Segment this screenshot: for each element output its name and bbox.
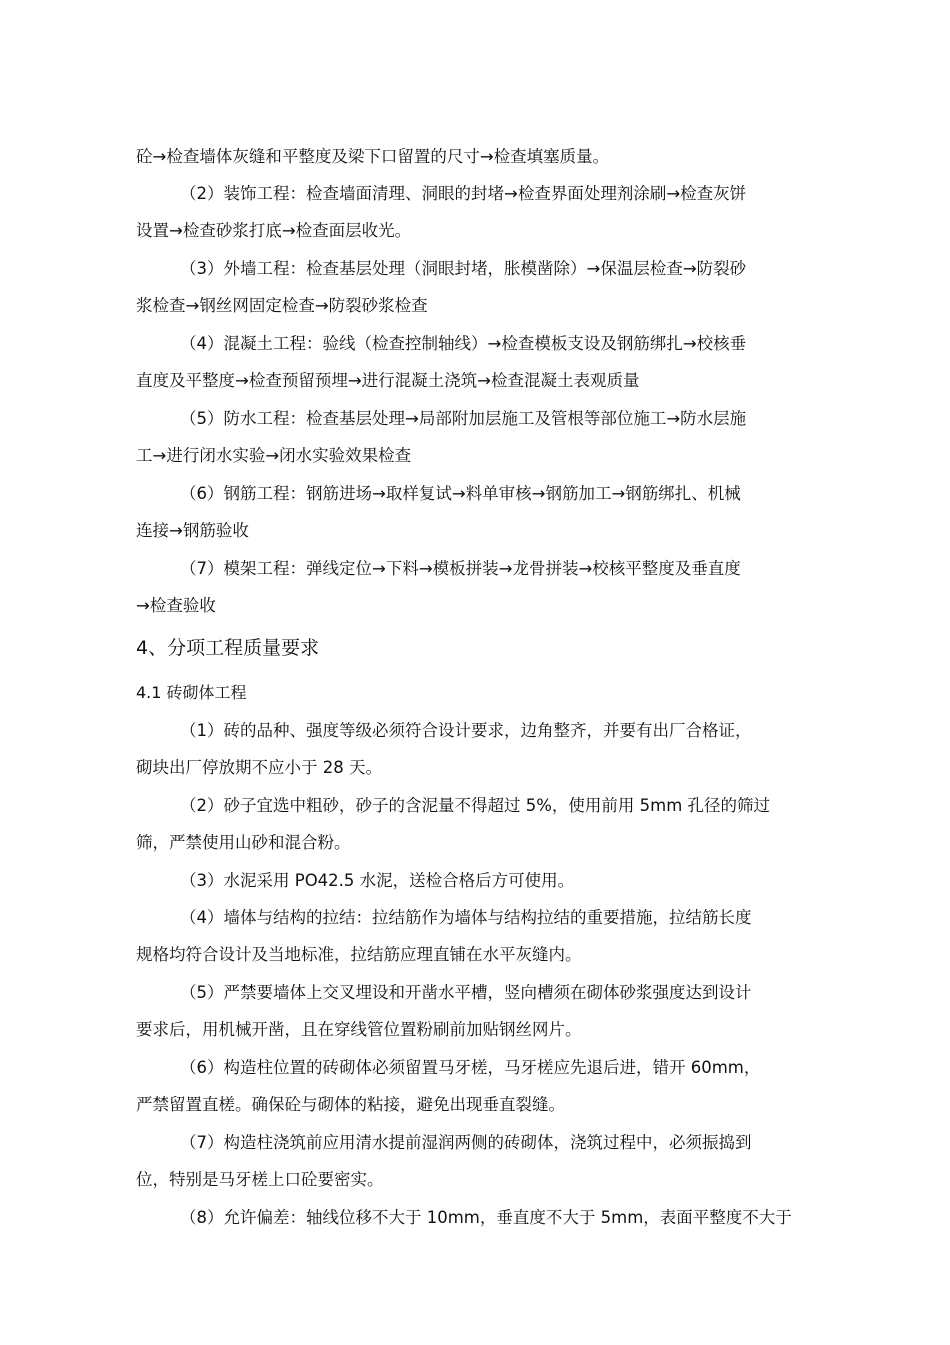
text-line: （6）构造柱位置的砖砌体必须留置马牙槎，马牙槎应先退后进，错开 60mm，: [180, 1058, 761, 1077]
text-line: （3）外墙工程：检查基层处理（洞眼封堵，胀模凿除）→保温层检查→防裂砂: [180, 259, 747, 278]
text-line: 规格均符合设计及当地标准，拉结筋应理直铺在水平灰缝内。: [136, 945, 582, 964]
text-line: （3）水泥采用 PO42.5 水泥，送检合格后方可使用。: [180, 871, 575, 890]
text-line: 要求后，用机械开凿，且在穿线管位置粉刷前加贴钢丝网片。: [136, 1020, 582, 1039]
text-line: （4）混凝土工程：验线（检查控制轴线）→检查模板支设及钢筋绑扎→校核垂: [180, 334, 747, 353]
text-line: （5）防水工程：检查基层处理→局部附加层施工及管根等部位施工→防水层施: [180, 409, 747, 428]
text-line: 浆检查→钢丝网固定检查→防裂砂浆检查: [136, 296, 428, 315]
text-line: 筛，严禁使用山砂和混合粉。: [136, 833, 351, 852]
text-line: （6）钢筋工程：钢筋进场→取样复试→料单审核→钢筋加工→钢筋绑扎、机械: [180, 484, 741, 503]
text-line: （5）严禁要墙体上交叉埋设和开凿水平槽，竖向槽须在砌体砂浆强度达到设计: [180, 983, 752, 1002]
text-line: 直度及平整度→检查预留预埋→进行混凝土浇筑→检查混凝土表观质量: [136, 371, 640, 390]
text-line: 严禁留置直槎。确保砼与砌体的粘接，避免出现垂直裂缝。: [136, 1095, 565, 1114]
text-line: （7）构造柱浇筑前应用清水提前湿润两侧的砖砌体，浇筑过程中，必须振捣到: [180, 1133, 752, 1152]
text-line: 设置→检查砂浆打底→检查面层收光。: [136, 221, 412, 240]
text-line: （4）墙体与结构的拉结：拉结筋作为墙体与结构拉结的重要措施，拉结筋长度: [180, 908, 752, 927]
text-line: 工→进行闭水实验→闭水实验效果检查: [136, 446, 412, 465]
text-line: （2）装饰工程：检查墙面清理、洞眼的封堵→检查界面处理剂涂刷→检查灰饼: [180, 184, 747, 203]
text-line: 砌块出厂停放期不应小于 28 天。: [136, 758, 382, 777]
section-heading: 4、分项工程质量要求: [136, 637, 320, 659]
text-line: （1）砖的品种、强度等级必须符合设计要求，边角整齐，并要有出厂合格证，: [180, 721, 752, 740]
text-line: →检查验收: [136, 596, 216, 615]
text-line: 砼→检查墙体灰缝和平整度及梁下口留置的尺寸→检查填塞质量。: [136, 147, 610, 166]
subsection-heading: 4.1 砖砌体工程: [136, 683, 247, 702]
text-line: 位，特别是马牙槎上口砼要密实。: [136, 1170, 384, 1189]
text-line: （8）允许偏差：轴线位移不大于 10mm，垂直度不大于 5mm，表面平整度不大于: [180, 1208, 792, 1227]
text-line: 连接→钢筋验收: [136, 521, 249, 540]
text-line: （2）砂子宜选中粗砂，砂子的含泥量不得超过 5%，使用前用 5mm 孔径的筛过: [180, 796, 771, 815]
text-line: （7）模架工程：弹线定位→下料→模板拼装→龙骨拼装→校核平整度及垂直度: [180, 559, 741, 578]
